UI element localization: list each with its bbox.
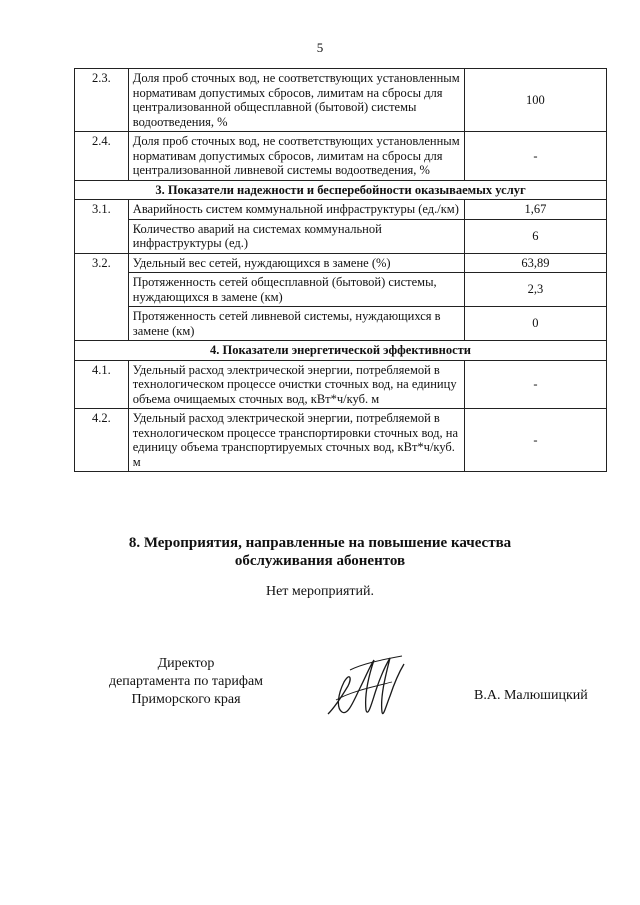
signer-title (86, 655, 286, 709)
row-description: Аварийность систем коммунальной инфраструктуры (ед./км) (128, 200, 464, 220)
row-value: 6 (464, 219, 606, 253)
row-description: Удельный расход электрической энергии, потребляемой в технологическом процессе очистки сточных вод, на единицу объема очищаемых сточных вод, кВт*ч/куб. м (128, 360, 464, 409)
page-number: 5 (316, 40, 324, 55)
table-row (75, 132, 607, 181)
row-description: Удельный вес сетей, нуждающихся в замене (%) (128, 253, 464, 273)
row-value: - (464, 409, 606, 472)
section-heading-3: 3. Показатели надежности и бесперебойности оказываемых услуг (75, 180, 607, 200)
row-number: 2.3. (75, 69, 129, 132)
row-number: 4.1. (75, 360, 129, 409)
table-row (75, 360, 607, 409)
row-number: 3.1. (75, 200, 129, 254)
table-row (75, 200, 607, 220)
row-value: 100 (464, 69, 606, 132)
section-8-heading-line2: обслуживания абонентов (234, 553, 406, 569)
row-description: Доля проб сточных вод, не соответствующих установленным нормативам допустимых сбросов, лимитам на сбросы для централизованной ливневой системы водоотведения, % (128, 132, 464, 181)
section-row (75, 341, 607, 361)
section-8-heading-line1: 8. Мероприятия, направленные на повышение качества (128, 535, 512, 551)
signer-name: В.А. Малюшицкий (474, 688, 588, 703)
signer-title-line3: Приморского края (131, 692, 241, 707)
row-number: 2.4. (75, 132, 129, 181)
table-row (75, 409, 607, 472)
row-value: 0 (464, 307, 606, 341)
row-description: Доля проб сточных вод, не соответствующих установленным нормативам допустимых сбросов, лимитам на сбросы для централизованной общесплавной (бытовой) системы водоотведения, % (128, 69, 464, 132)
section-row (75, 180, 607, 200)
section-heading-4: 4. Показатели энергетической эффективности (75, 341, 607, 361)
row-description: Протяженность сетей ливневой системы, нуждающихся в замене (км) (128, 307, 464, 341)
row-value: - (464, 360, 606, 409)
table-subrow (75, 273, 607, 307)
indicators-table (74, 68, 607, 472)
row-description: Протяженность сетей общесплавной (бытовой) системы, нуждающихся в замене (км) (128, 273, 464, 307)
row-number: 3.2. (75, 253, 129, 341)
row-value: 2,3 (464, 273, 606, 307)
row-value: 63,89 (464, 253, 606, 273)
handwritten-signature (320, 652, 410, 722)
signer-title-line2: департамента по тарифам (108, 674, 264, 689)
row-number: 4.2. (75, 409, 129, 472)
section-8-heading (0, 534, 640, 570)
row-description: Количество аварий на системах коммунальной инфраструктуры (ед.) (128, 219, 464, 253)
row-description: Удельный расход электрической энергии, потребляемой в технологическом процессе транспортировки сточных вод, на единицу объема транспортируемых сточных вод, кВт*ч/куб. м (128, 409, 464, 472)
signer-title-line1: Директор (157, 656, 215, 671)
table-subrow (75, 219, 607, 253)
row-value: 1,67 (464, 200, 606, 220)
table-row (75, 253, 607, 273)
section-8-body: Нет мероприятий. (265, 584, 375, 599)
row-value: - (464, 132, 606, 181)
table-row (75, 69, 607, 132)
table-subrow (75, 307, 607, 341)
